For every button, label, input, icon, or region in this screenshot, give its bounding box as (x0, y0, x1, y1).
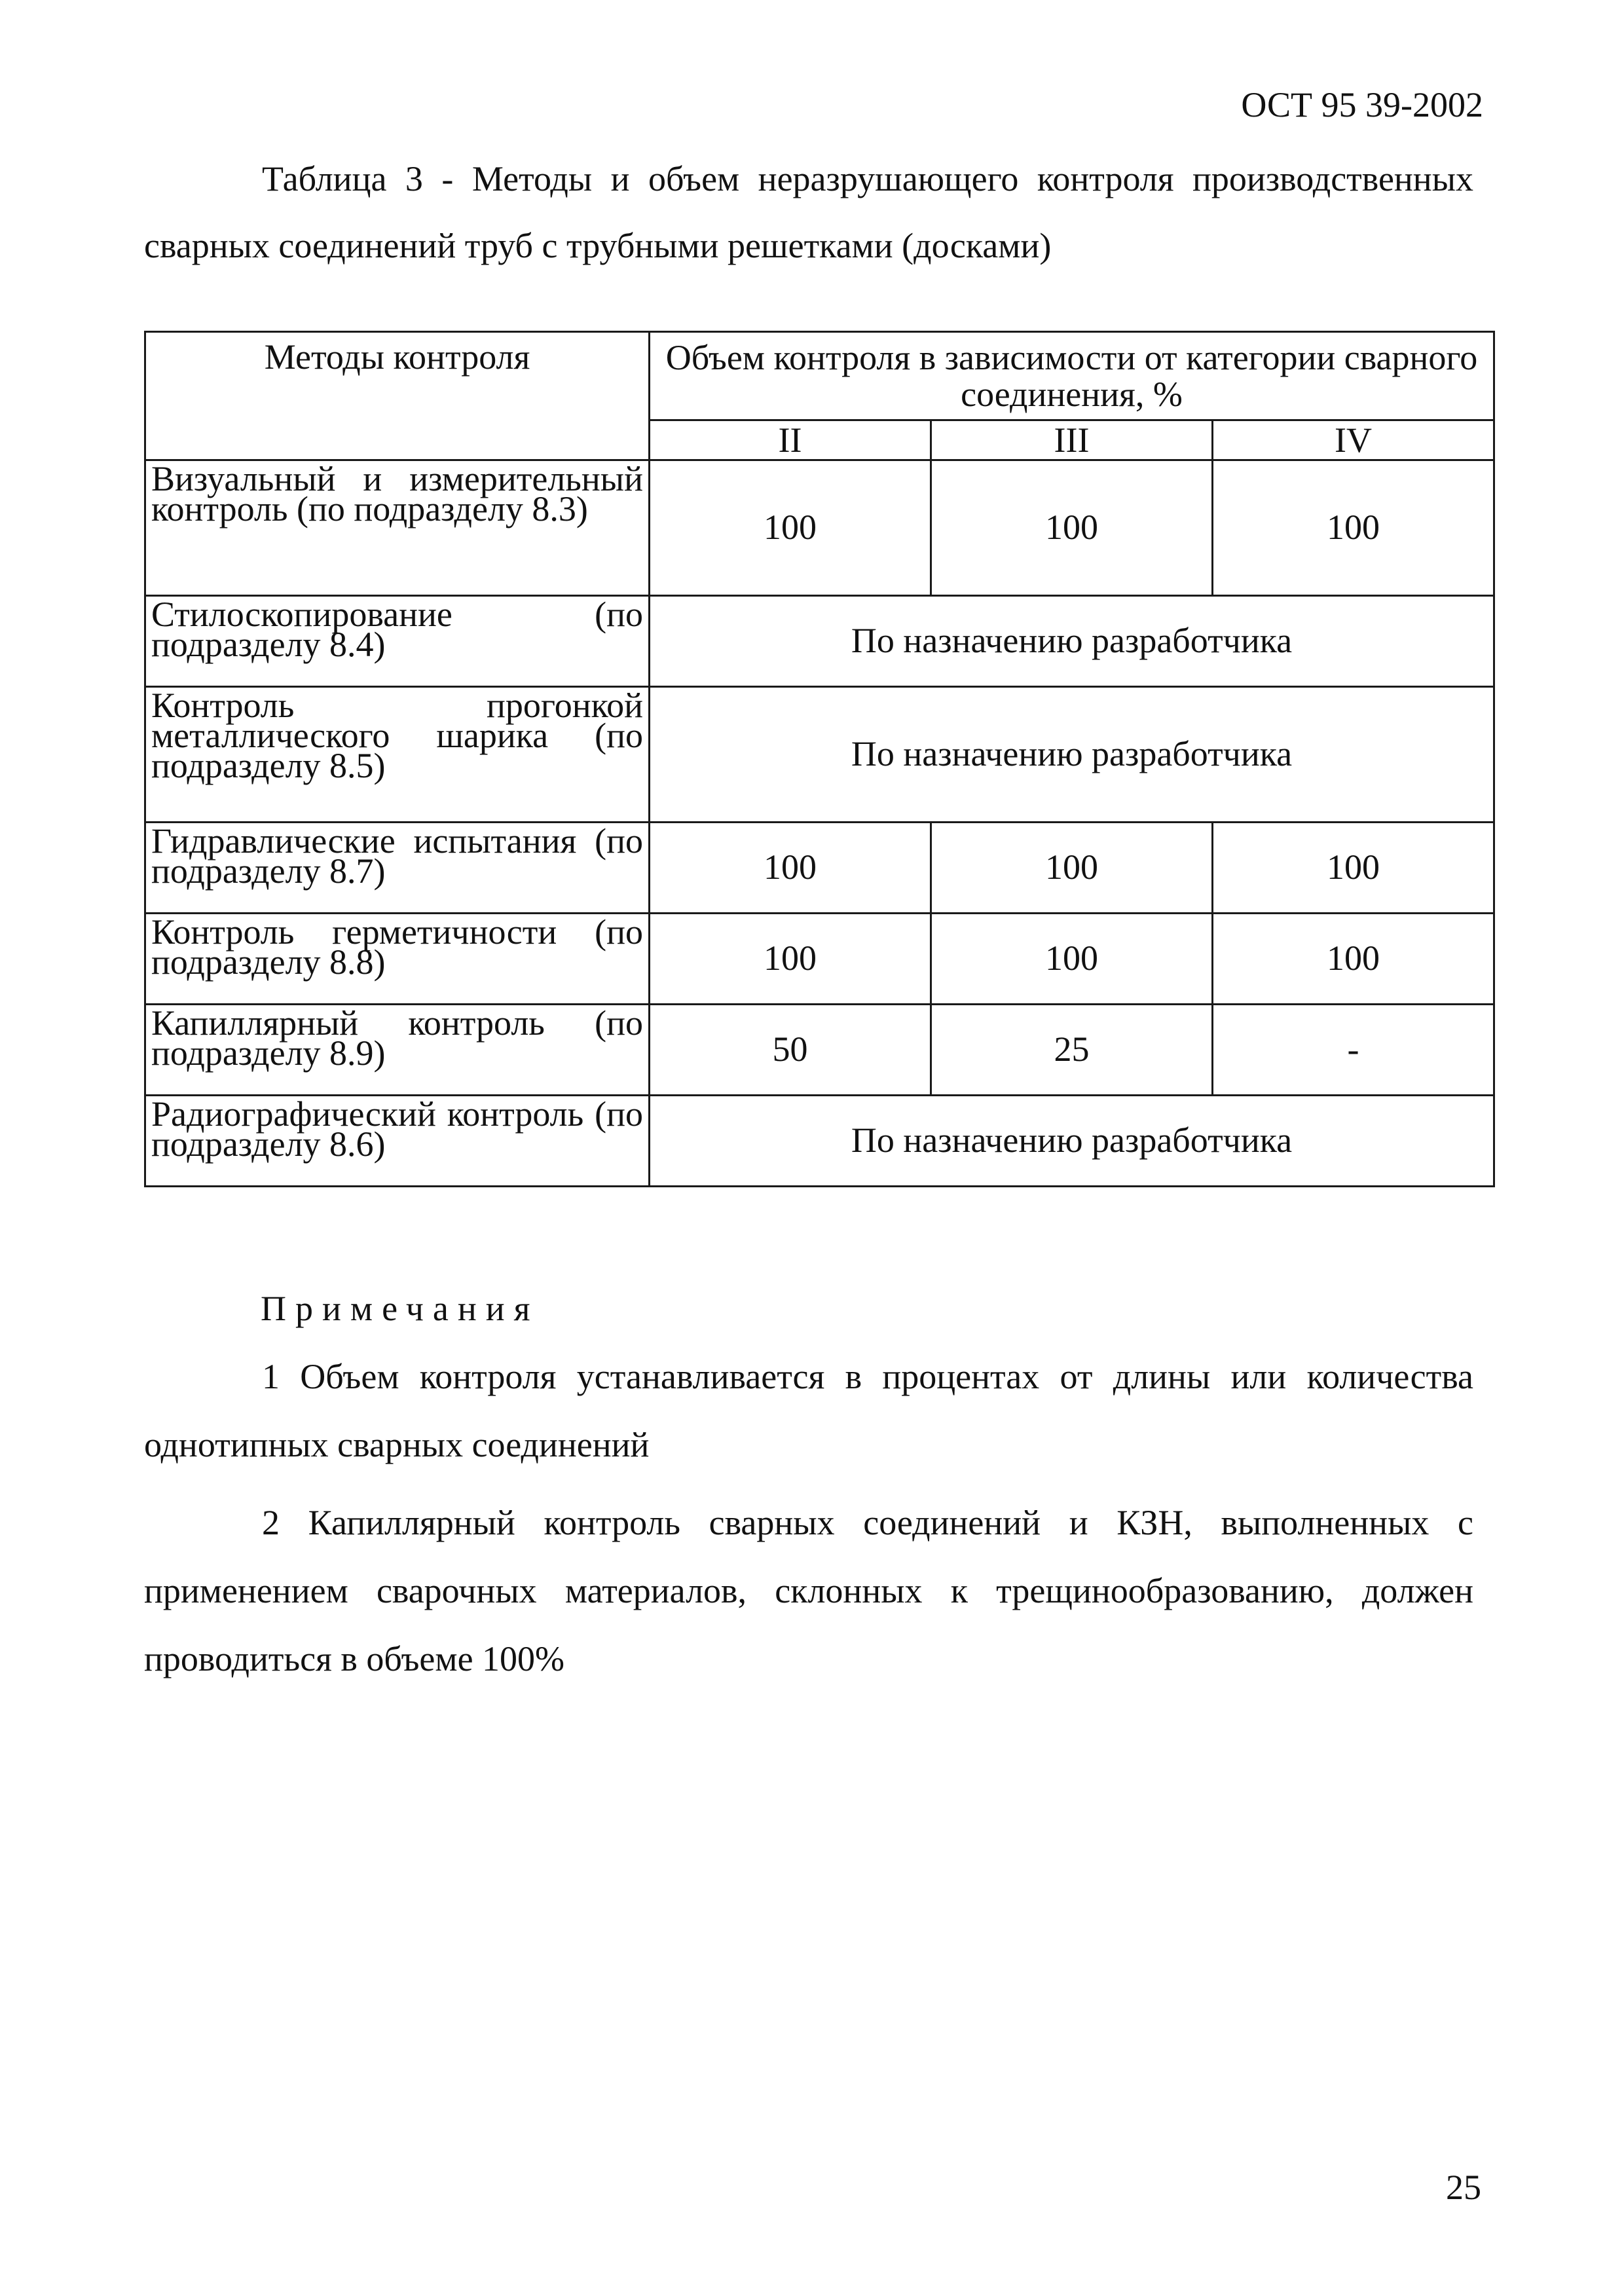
method-cell: Стилоскопирование (по подразделу 8.4) (145, 596, 650, 687)
table-caption: Таблица 3 - Методы и объем неразрушающего контроля производственных сварных соединений труб с трубными решетками (досками) (144, 159, 1473, 265)
value-cell: 100 (650, 914, 931, 1005)
category-header-ii: II (650, 420, 931, 460)
method-cell: Визуальный и измерительный контроль (по подразделу 8.3) (145, 460, 650, 596)
column-header-volume: Объем контроля в зависимости от категории сварного соединения, % (650, 332, 1494, 420)
note-item-1: 1 Объем контроля устанавливается в процентах от длины или количества однотипных сварных соединений (144, 1357, 1473, 1464)
value-cell: 100 (1213, 460, 1494, 596)
table-row (145, 823, 1494, 914)
value-cell: 100 (650, 823, 931, 914)
methods-table (144, 331, 1495, 1187)
method-cell: Радиографический контроль (по подразделу 8.6) (145, 1096, 650, 1187)
note-item-2: 2 Капиллярный контроль сварных соединений и КЗН, выполненных с применением сварочных материалов, склонных к трещинообразованию, должен проводиться в объеме 100% (144, 1503, 1473, 1678)
value-cell: 25 (931, 1005, 1213, 1096)
method-cell: Контроль прогонкой металлического шарика (по подразделу 8.5) (145, 687, 650, 823)
merged-value-cell: По назначению разработчика (650, 1096, 1494, 1187)
value-cell: 100 (650, 460, 931, 596)
table-row (145, 1096, 1494, 1187)
notes-body (144, 1342, 1473, 1703)
value-cell: 100 (931, 914, 1213, 1005)
value-cell: 100 (931, 460, 1213, 596)
category-header-iii: III (931, 420, 1213, 460)
value-cell: - (1213, 1005, 1494, 1096)
table-row (145, 914, 1494, 1005)
value-cell: 50 (650, 1005, 931, 1096)
table-row (145, 687, 1494, 823)
table-row (145, 596, 1494, 687)
merged-value-cell: По назначению разработчика (650, 596, 1494, 687)
document-code: ОСТ 95 39-2002 (1241, 85, 1483, 124)
value-cell: 100 (931, 823, 1213, 914)
column-header-method: Методы контроля (145, 332, 650, 460)
value-cell: 100 (1213, 823, 1494, 914)
table-row (145, 460, 1494, 596)
category-header-iv: IV (1213, 420, 1494, 460)
method-cell: Гидравлические испытания (по подразделу 8.7) (145, 823, 650, 914)
table-row (145, 1005, 1494, 1096)
page-number: 25 (1446, 2168, 1481, 2207)
method-cell: Капиллярный контроль (по подразделу 8.9) (145, 1005, 650, 1096)
method-cell: Контроль герметичности (по подразделу 8.8) (145, 914, 650, 1005)
notes-heading: Примечания (261, 1289, 540, 1328)
value-cell: 100 (1213, 914, 1494, 1005)
table-header-row (145, 332, 1494, 420)
merged-value-cell: По назначению разработчика (650, 687, 1494, 823)
